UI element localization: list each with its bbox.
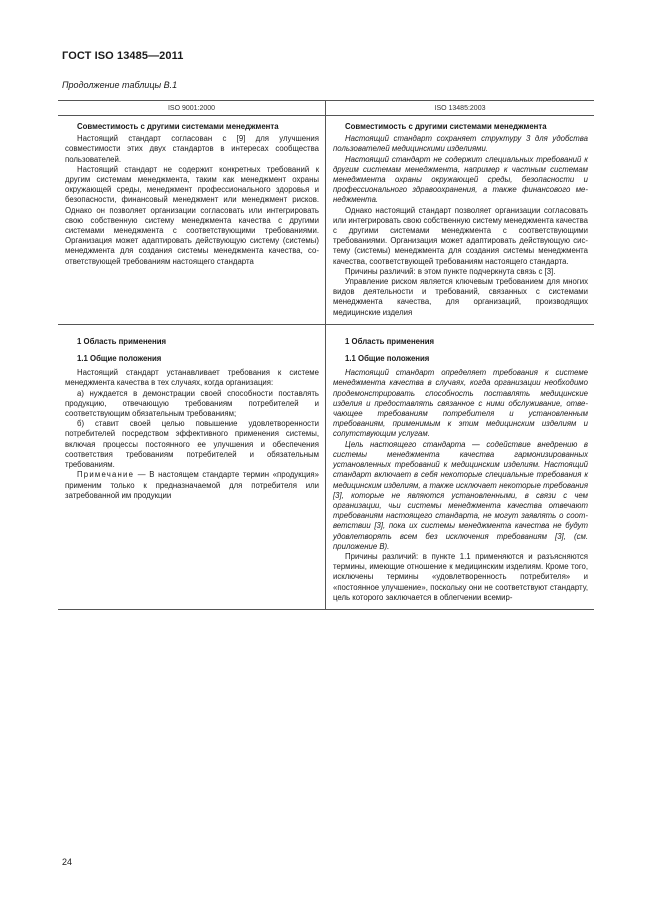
section-heading: 1 Область применения bbox=[77, 336, 167, 346]
subsection-heading: 1.1 Общие положения bbox=[77, 354, 162, 364]
cell-paragraph: а) нуждается в демонстрации своей способности поставлять продукцию, отвечающую требованиям потребителей и соответствующим обязательным требованиям; bbox=[65, 388, 319, 419]
note-text: — В настоящем стандарте термин «продукция» применим только к предназначаемой для потребителя или затребованной им продукции bbox=[65, 470, 319, 500]
cell-paragraph: Настоящий стандарт не содержит конкретных требований к другим системам менеджмента, таким как менеджмент охраны окружающей среды, менеджмент профессионального здоровья и безопасности, финансовый менеджмент или менеджмент рисков. Однако он позволяет организации согласовать или интегрировать свою собственную систему менеджмента качества с другими системами менеджмента с соответствующими требованиями. Организация может адаптировать действующую систему (системы) менеджмента для создания системы менеджмента качества, соответствующей требованиям настоящего стандарта bbox=[65, 164, 319, 266]
table-cell-iso13485-compatibility bbox=[326, 116, 594, 324]
cell-paragraph: Настоящий стандарт согласован с [9] для улучшения совместимости этих двух стандартов в интересах сообщества пользователей. bbox=[65, 134, 319, 164]
comparison-table bbox=[58, 100, 594, 610]
table-cell-iso13485-scope bbox=[326, 325, 594, 609]
column-header-iso13485: ISO 13485:2003 bbox=[434, 105, 486, 112]
cell-paragraph: б) ставит своей целью повышение удовлетворенности потребителей посредством эффективного применения системы, включая процессы постоянного ее улучшения и обеспечения соответствия требованиям потребителей и обязательным требованиям. bbox=[65, 419, 319, 470]
cell-paragraph: Настоящий стандарт устанавливает требования к системе менеджмента качества в тех случаях, когда организация: bbox=[65, 368, 319, 388]
subsection-heading: 1.1 Общие положения bbox=[345, 354, 430, 364]
table-row bbox=[58, 324, 594, 609]
cell-heading: Совместимость с другими системами менеджмента bbox=[345, 122, 547, 131]
section-heading: 1 Область применения bbox=[345, 336, 435, 346]
column-header-iso9001: ISO 9001:2000 bbox=[58, 101, 326, 115]
cell-paragraph: Цель настоящего стандарта — содействие внедрению в системы менеджмента качества гармонизированных установленных требований к медицинским изделиям. Настоящий стандарт включает в себя некоторые специальные требования к медицинским изделиям, а также исключает некоторые требования [3], которые не являются установленными, в связи с чем организации, чьи системы менеджмента качества отвечают требованиям настоящего стандарта, не могут заявлять о соответствии [3], пока их системы менеджмента качества не будут удовлетворять всем без исключения требованиям [3], (см. приложение В). bbox=[333, 439, 588, 551]
table-caption: Продолжение таблицы В.1 bbox=[62, 80, 178, 90]
cell-paragraph: Настоящий стандарт не содержит специальных требований к другим системам менеджмента, например к частным системам менеджмента охраны окружающей среды, безопасности и профессионального здравоохранения, а также финансового менеджмента. bbox=[333, 154, 588, 205]
table-header-row bbox=[58, 101, 594, 115]
note-paragraph bbox=[65, 470, 319, 501]
cell-paragraph: Управление риском является ключевым требованием для многих видов деятельности и требований, связанных с системами менеджмента качества, для организаций, производящих медицинские изделия bbox=[333, 277, 588, 317]
cell-heading: Совместимость с другими системами менеджмента bbox=[77, 122, 279, 131]
cell-paragraph: Однако настоящий стандарт позволяет организации согласовать или интегрировать свою собственную систему менеджмента качества с другими системами менеджмента с соответствующими требованиями. Организация может адаптировать действующую систему (системы) менеджмента для создания системы менеджмента качества, соответствующей требованиям настоящего стандарта. bbox=[333, 205, 588, 266]
table-row bbox=[58, 115, 594, 324]
note-label: Примечание bbox=[77, 470, 135, 480]
document-title: ГОСТ ISO 13485—2011 bbox=[62, 50, 184, 62]
cell-paragraph: Настоящий стандарт сохраняет структуру 3 для удобства пользователей медицинскими изделиями. bbox=[333, 134, 588, 154]
page-number: 24 bbox=[62, 857, 73, 867]
table-cell-iso9001-scope bbox=[58, 325, 326, 609]
cell-paragraph: Причины различий: в пункте 1.1 применяются и разъясняются термины, имеющие отношение к медицинским изделиям. Кроме того, исключены термины «удовлетворенность потребителя» и «постоянное улучшение», поскольку они не соответствуют стандарту, цель которого заключается в облегчении всемир- bbox=[333, 551, 588, 602]
table-cell-iso9001-compatibility bbox=[58, 116, 326, 324]
cell-paragraph: Настоящий стандарт определяет требования к системе менеджмента качества в случаях, когда организации необходимо продемонстрировать способность поставлять медицинские изделия и предоставлять связанное с ними обслуживание, отвечающее требованиям потребителя и установленным требованиям, применимым к этим медицинским изделиям и сопутствующим услугам. bbox=[333, 368, 588, 439]
cell-paragraph: Причины различий: в этом пункте подчеркнута связь с [3]. bbox=[345, 266, 556, 276]
